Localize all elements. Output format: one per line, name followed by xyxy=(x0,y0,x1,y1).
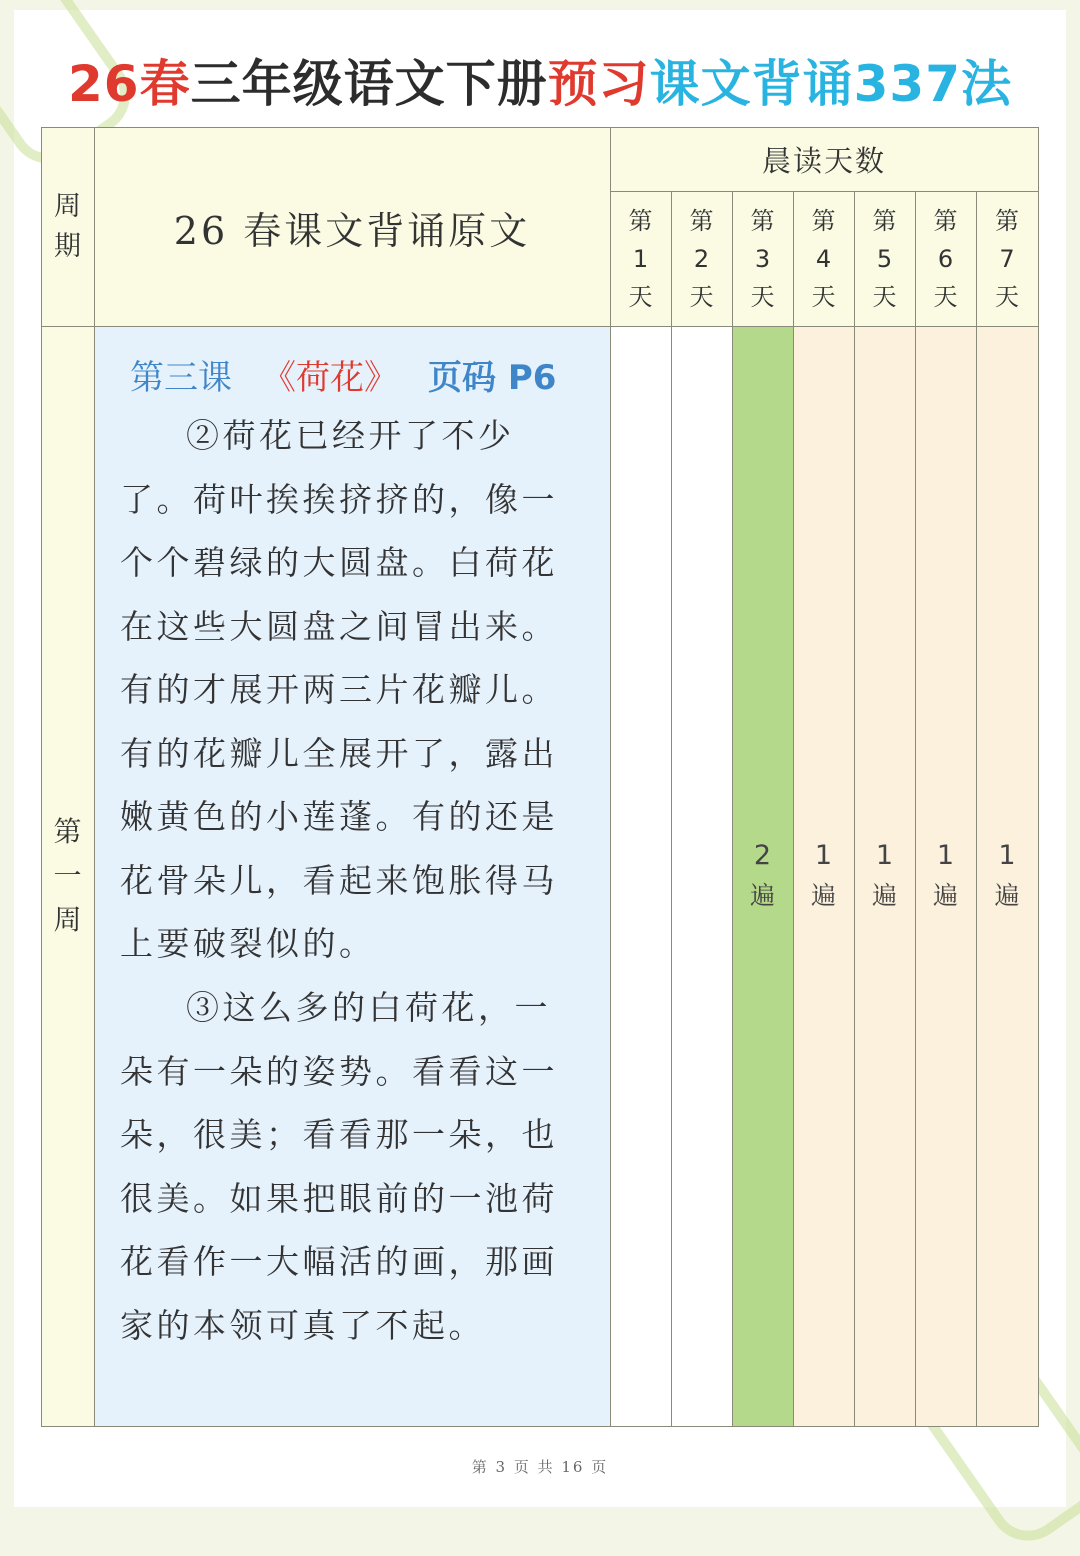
table-divider xyxy=(94,127,95,1427)
day-4-header xyxy=(793,191,854,326)
reading-count: 1 xyxy=(936,840,955,871)
day-header-suffix: 天 xyxy=(750,282,775,311)
page-number: 第 3 页 共 16 页 xyxy=(471,1458,609,1476)
week-label-cell xyxy=(41,326,94,1426)
table-divider xyxy=(915,191,916,1427)
title-part-preview: 预习 xyxy=(547,55,650,113)
table-border-right xyxy=(1038,127,1039,1427)
day-7-count-cell xyxy=(976,326,1038,1426)
day-header-suffix: 天 xyxy=(689,282,714,311)
text-column-header: 26 春课文背诵原文 xyxy=(94,128,610,326)
day-1-header xyxy=(610,191,671,326)
day-6-header xyxy=(915,191,976,326)
day-6-count-cell xyxy=(915,326,976,1426)
day-header-prefix: 第 xyxy=(811,206,836,235)
table-divider xyxy=(732,191,733,1427)
morning-reading-days-header: 晨读天数 xyxy=(610,128,1038,191)
passage-cell xyxy=(94,326,610,1426)
day-header-number: 4 xyxy=(815,244,832,273)
day-header-number: 6 xyxy=(937,244,954,273)
table-border-bottom xyxy=(41,1426,1039,1427)
day-header-suffix: 天 xyxy=(628,282,653,311)
week-header-char: 周 xyxy=(54,191,81,222)
day-7-header xyxy=(976,191,1038,326)
reading-unit: 遍 xyxy=(810,881,836,910)
day-header-suffix: 天 xyxy=(872,282,897,311)
table-divider xyxy=(610,191,1038,192)
day-5-header xyxy=(854,191,915,326)
day-header-suffix: 天 xyxy=(995,282,1019,311)
day-1-count-cell xyxy=(610,326,671,1426)
reading-count: 2 xyxy=(753,840,772,871)
day-5-count-cell xyxy=(854,326,915,1426)
table-divider xyxy=(793,191,794,1427)
page-title xyxy=(40,40,1040,120)
day-header-number: 1 xyxy=(632,244,649,273)
title-part-grade: 三年级语文下册 xyxy=(190,55,548,113)
day-2-header xyxy=(671,191,732,326)
table-border-top xyxy=(41,127,1039,128)
table-divider xyxy=(854,191,855,1427)
day-header-number: 5 xyxy=(876,244,893,273)
reading-unit: 遍 xyxy=(932,881,958,910)
reading-count: 1 xyxy=(875,840,894,871)
day-header-prefix: 第 xyxy=(872,206,897,235)
day-header-suffix: 天 xyxy=(811,282,836,311)
title-part-method: 课文背诵337法 xyxy=(649,55,1012,113)
passage-paragraph-3: ③这么多的白荷花，一朵有一朵的姿势。看看这一朵，很美；看看那一朵，也很美。如果把眼前的一池荷花看作一大幅活的画，那画家的本领可真了不起。 xyxy=(120,988,558,1345)
reading-unit: 遍 xyxy=(749,881,775,910)
day-header-number: 7 xyxy=(999,244,1015,273)
day-header-prefix: 第 xyxy=(750,206,775,235)
day-3-header xyxy=(732,191,793,326)
table-divider xyxy=(671,191,672,1427)
passage-paragraph-2: ②荷花已经开了不少了。荷叶挨挨挤挤的，像一个个碧绿的大圆盘。白荷花在这些大圆盘之间冒出来。有的才展开两三片花瓣儿。有的花瓣儿全展开了，露出嫩黄色的小莲蓬。有的还是花骨朵儿，看起来饱胀得马上要破裂似的。 xyxy=(120,416,558,963)
table-divider xyxy=(976,191,977,1427)
lesson-title: 《荷花》 xyxy=(262,358,398,398)
table-divider xyxy=(41,326,1039,327)
day-2-count-cell xyxy=(671,326,732,1426)
day-header-number: 3 xyxy=(754,244,771,273)
lesson-number: 第三课 xyxy=(130,358,232,398)
day-header-number: 2 xyxy=(693,244,710,273)
week-header-char: 期 xyxy=(54,231,81,262)
table-divider xyxy=(610,127,611,1427)
day-4-count-cell xyxy=(793,326,854,1426)
day-3-count-cell xyxy=(732,326,793,1426)
week-label-char: 一 xyxy=(53,859,82,892)
page-reference: 页码 P6 xyxy=(428,358,557,398)
lesson-heading xyxy=(130,350,556,399)
week-label-char: 周 xyxy=(53,903,82,936)
day-header-suffix: 天 xyxy=(933,282,958,311)
day-header-prefix: 第 xyxy=(628,206,653,235)
title-part-year: 26春 xyxy=(68,55,191,113)
reading-count: 1 xyxy=(814,840,833,871)
reading-unit: 遍 xyxy=(871,881,897,910)
day-header-prefix: 第 xyxy=(995,206,1019,235)
week-label-char: 第 xyxy=(53,815,82,848)
reading-count: 1 xyxy=(998,840,1016,871)
reading-unit: 遍 xyxy=(994,881,1020,910)
table-border-left xyxy=(41,127,42,1427)
day-header-prefix: 第 xyxy=(933,206,958,235)
day-header-prefix: 第 xyxy=(689,206,714,235)
week-column-header xyxy=(41,128,94,326)
